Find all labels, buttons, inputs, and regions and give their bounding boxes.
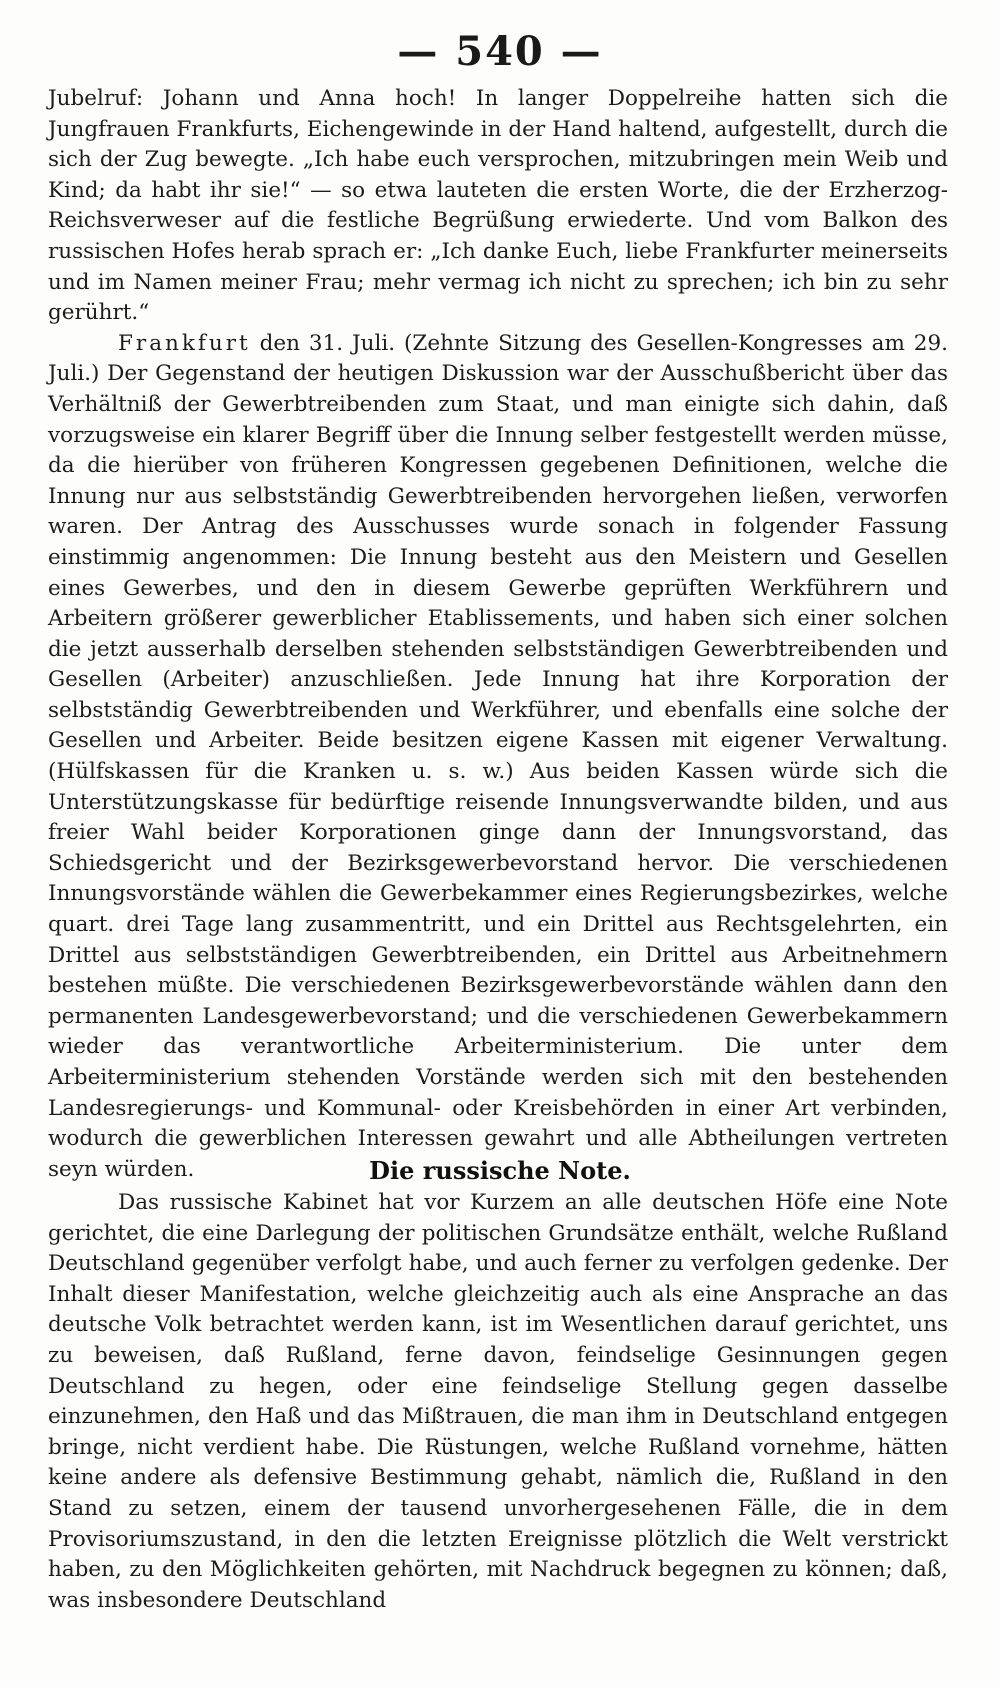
congress-report-text: den 31. Juli. (Zehnte Sitzung des Gesellen-Kongresses am 29. Juli.) Der Gegenstand der heutigen Diskussion war der Ausschußbericht über das Verhältniß der Gewerbtreibenden zum Staat, und man einigte sich dahin, daß vorzugsweise ein klarer Begriff über die Innung selber festgestellt werden müsse, da die hierüber von früheren Kongressen gegebenen Definitionen, welche die Innung nur aus selbstständig Gewerbtreibenden hervorgehen ließen, verworfen waren. Der Antrag des Ausschusses wurde sonach in folgender Fassung einstimmig angenommen: Die Innung besteht aus den Meistern und Gesellen eines Gewerbes, und den in diesem Gewerbe geprüften Werkführern und Arbeitern größerer gewerblicher Etablissements, und haben sich einer solchen die jetzt ausserhalb derselben stehenden selbstständigen Gewerbtreibenden und Gesellen (Arbeiter) anzuschließen. Jede Innung hat ihre Korporation der selbstständig Gewerbtreibenden und Werkführer, und ebenfalls eine solche der Gesellen und Arbeiter. Beide besitzen eigene Kassen mit eigener Verwaltung. (Hülfskassen für die Kranken u. s. w.) Aus beiden Kassen würde sich die Unterstützungskasse für bedürftige reisende Innungsverwandte bilden, und aus freier Wahl beider Korporationen ginge dann der Innungsvorstand, das Schiedsgericht und der Bezirksgewerbevorstand hervor. Die verschiedenen Innungsvorstände wählen die Gewerbekammer eines Regierungsbezirkes, welche quart. drei Tage lang zusammentritt, und ein Drittel aus Rechtsgelehrten, ein Drittel aus selbstständigen Gewerbtreibenden, ein Drittel aus Arbeitnehmern bestehen müßte. Die verschiedenen Bezirksgewerbevorstände wählen dann den permanenten Landesgewerbevorstand; und die verschiedenen Gewerbekammern wieder das verantwortliche Arbeiterministerium. Die unter dem Arbeiterministerium stehenden Vorstände werden sich mit den bestehenden Landesregierungs- und Kommunal- oder Kreisbehörden in einer Art verbinden, wodurch die gewerblichen Interessen gewahrt und alle Abtheilungen vertreten seyn würden. <box>48 330 948 1182</box>
section-heading: Die russische Note. <box>369 1156 631 1185</box>
paragraph-russian-note: Das russische Kabinet hat vor Kurzem an alle deutschen Höfe eine Note gerichtet, die eine Darlegung der politischen Grundsätze enthält, welche Rußland Deutschland gegenüber verfolgt habe, und auch ferner zu verfolgen gedenke. Der Inhalt dieser Manifestation, welche gleichzeitig auch als eine Ansprache an das deutsche Volk betrachtet werden kann, ist im Wesentlichen darauf gerichtet, uns zu beweisen, daß Rußland, ferne davon, feindselige Gesinnungen gegen Deutschland zu hegen, oder eine feindselige Stellung gegen dasselbe einzunehmen, den Haß und das Mißtrauen, die man ihm in Deutschland entgegen bringe, nicht verdient habe. Die Rüstungen, welche Rußland vornehme, hätten keine andere als defensive Bestimmung gehabt, nämlich die, Rußland in den Stand zu setzen, einem der tausend unvorhergesehenen Fälle, die in dem Provisoriumszustand, in den die letzten Ereignisse plötzlich die Welt verstrickt haben, zu den Möglichkeiten gehörten, mit Nachdruck begegnen zu können; daß, was insbesondere Deutschland <box>48 1190 948 1613</box>
article-russian-note <box>48 1188 948 1616</box>
paragraph-congress-report <box>48 329 948 1186</box>
article-continuation <box>48 84 948 1185</box>
dateline-place: Frankfurt <box>118 330 251 356</box>
paragraph-arrival: Jubelruf: Johann und Anna hoch! In langer Doppelreihe hatten sich die Jungfrauen Frankfurts, Eichengewinde in der Hand haltend, aufgestellt, durch die sich der Zug bewegte. „Ich habe euch versprochen, mitzubringen mein Weib und Kind; da habt ihr sie!“ — so etwa lauteten die ersten Worte, die der Erzherzog-Reichsverweser auf die festliche Begrüßung erwiederte. Und vom Balkon des russischen Hofes herab sprach er: „Ich danke Euch, liebe Frankfurter meinerseits und im Namen meiner Frau; mehr vermag ich nicht zu sprechen; ich bin zu sehr gerührt.“ <box>48 86 948 326</box>
page-number: — 540 — <box>397 28 603 75</box>
